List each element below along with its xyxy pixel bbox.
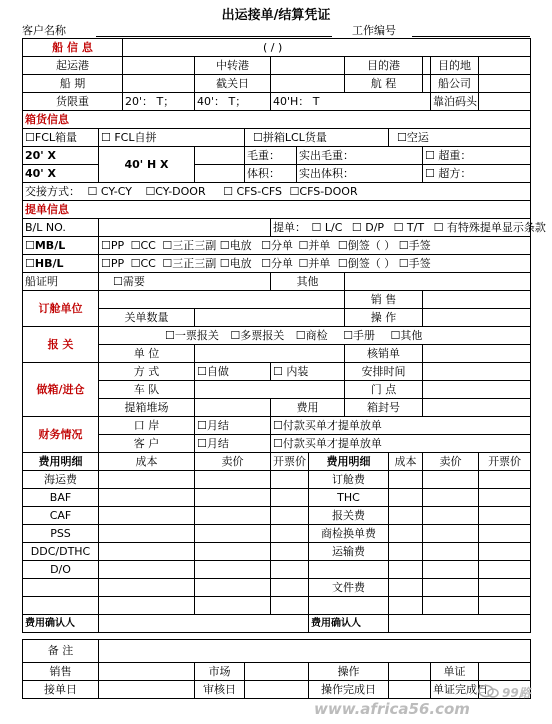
customs-inspection[interactable]: ☐商检 bbox=[295, 328, 328, 342]
bl-type-lc[interactable]: ☐ L/C bbox=[311, 220, 343, 234]
customer-label: 客 户 bbox=[99, 435, 195, 453]
trucking-section: 做箱/进仓 bbox=[23, 363, 99, 417]
fee-item-right: 商检换单费 bbox=[309, 525, 389, 543]
weight-limit-40h[interactable]: 40'H： T bbox=[271, 93, 431, 111]
voyage-label: 航 程 bbox=[345, 75, 423, 93]
invoice-header-left: 开票价 bbox=[271, 453, 309, 471]
bl-number-field[interactable] bbox=[99, 219, 271, 237]
fee-cost-cell[interactable] bbox=[389, 561, 423, 579]
sell-header-right: 卖价 bbox=[423, 453, 479, 471]
transit-port-field[interactable] bbox=[271, 57, 345, 75]
destination-port-label: 目的港 bbox=[345, 57, 423, 75]
transit-port-label: 中转港 bbox=[195, 57, 271, 75]
watermark-url: www.africa56.com bbox=[314, 700, 470, 718]
operator-label: 操 作 bbox=[345, 309, 423, 327]
carrier-field[interactable] bbox=[479, 75, 531, 93]
seal-number-field[interactable] bbox=[423, 399, 531, 417]
fee-invoice-cell[interactable] bbox=[479, 597, 531, 615]
fee-confirmer-right-field[interactable] bbox=[389, 615, 531, 633]
ship-certificate-needed[interactable]: ☐需要 bbox=[99, 273, 271, 291]
ship-certificate-label: 船证明 bbox=[23, 273, 99, 291]
delivery-cfs-cfs[interactable]: ☐ CFS-CFS bbox=[223, 184, 283, 198]
hbl-three-originals[interactable]: ☐三正三副 bbox=[162, 256, 217, 270]
door-point-label: 门 点 bbox=[345, 381, 423, 399]
fee-item-left: PSS bbox=[23, 525, 99, 543]
other-label: 其他 bbox=[271, 273, 345, 291]
fee-cost-cell[interactable] bbox=[389, 471, 423, 489]
seal-number-label: 箱封号 bbox=[345, 399, 423, 417]
schedule-time-label: 安排时间 bbox=[345, 363, 423, 381]
fee-sell-cell[interactable] bbox=[195, 489, 271, 507]
pickup-yard-label: 提箱堆场 bbox=[99, 399, 195, 417]
bl-type-tt[interactable]: ☐ T/T bbox=[393, 220, 425, 234]
fee-cost-cell[interactable] bbox=[99, 597, 195, 615]
hbl-telex[interactable]: ☐电放 bbox=[219, 256, 252, 270]
schedule-time-field[interactable] bbox=[423, 363, 531, 381]
fee-confirmer-right-label: 费用确认人 bbox=[309, 615, 389, 633]
berth-terminal-field[interactable] bbox=[479, 93, 531, 111]
fee-cost-cell[interactable] bbox=[99, 489, 195, 507]
fee-invoice-cell[interactable] bbox=[271, 561, 309, 579]
watermark bbox=[300, 684, 550, 720]
verification-sheet-label: 核销单 bbox=[345, 345, 423, 363]
fee-sell-cell[interactable] bbox=[195, 507, 271, 525]
mbl-checkbox[interactable]: ☐MB/L bbox=[23, 237, 99, 255]
bl-type-label: 提单： bbox=[273, 220, 307, 234]
remarks-label: 备 注 bbox=[23, 640, 99, 663]
fee-invoice-cell[interactable] bbox=[271, 489, 309, 507]
customs-multiple[interactable]: ☐多票报关 bbox=[230, 328, 285, 342]
fee-cost-cell[interactable] bbox=[389, 507, 423, 525]
fee-cost-cell[interactable] bbox=[389, 489, 423, 507]
cost-header-right: 成本 bbox=[389, 453, 423, 471]
booking-unit-field[interactable] bbox=[99, 291, 345, 309]
fee-sell-cell[interactable] bbox=[423, 579, 479, 597]
mbl-three-originals[interactable]: ☐三正三副 bbox=[162, 238, 217, 252]
fee-sell-cell[interactable] bbox=[195, 561, 271, 579]
page-title: 出运接单/结算凭证 bbox=[221, 8, 331, 23]
gross-weight-label: 毛重： bbox=[245, 147, 297, 165]
fee-detail-header-left: 费用明细 bbox=[23, 453, 99, 471]
fee-invoice-cell[interactable] bbox=[479, 525, 531, 543]
berth-terminal-label: 靠泊码头 bbox=[431, 93, 479, 111]
sales-field[interactable] bbox=[423, 291, 531, 309]
mbl-options-row bbox=[99, 237, 531, 255]
container-qty-field-2[interactable] bbox=[195, 165, 245, 183]
fee-invoice-cell[interactable] bbox=[479, 579, 531, 597]
shore-monthly-checkbox[interactable]: ☐月结 bbox=[195, 417, 271, 435]
shore-label: 口 岸 bbox=[99, 417, 195, 435]
other-field[interactable] bbox=[345, 273, 531, 291]
customs-manual[interactable]: ☐手册 bbox=[343, 328, 375, 342]
doc-done-date-label: 单证完成日 bbox=[431, 681, 479, 699]
customer-name-field[interactable] bbox=[96, 36, 332, 37]
order-date-field[interactable] bbox=[99, 681, 195, 699]
footer-operation-label: 操作 bbox=[309, 663, 389, 681]
delivery-method-row bbox=[23, 183, 531, 201]
fee-item-left bbox=[23, 579, 99, 597]
fee-invoice-cell[interactable] bbox=[271, 543, 309, 561]
weight-limit-40[interactable]: 40'： T； bbox=[195, 93, 271, 111]
customer-name-label: 客户名称 bbox=[22, 24, 66, 37]
order-date-label: 接单日 bbox=[23, 681, 99, 699]
fleet-field[interactable] bbox=[195, 381, 345, 399]
fee-cost-cell[interactable] bbox=[99, 525, 195, 543]
bl-type-dp[interactable]: ☐ D/P bbox=[351, 220, 385, 234]
fee-item-right: 订舱费 bbox=[309, 471, 389, 489]
fee-confirmer-left-label: 费用确认人 bbox=[23, 615, 99, 633]
hbl-checkbox[interactable]: ☐HB/L bbox=[23, 255, 99, 273]
volume-label: 体积： bbox=[245, 165, 297, 183]
fee-invoice-cell[interactable] bbox=[271, 597, 309, 615]
ship-schedule-field[interactable] bbox=[123, 75, 195, 93]
wechat-icon bbox=[478, 684, 500, 698]
delivery-method-label: 交接方式： bbox=[25, 184, 80, 198]
work-number-field[interactable] bbox=[412, 36, 530, 37]
fee-cost-cell[interactable] bbox=[99, 471, 195, 489]
footer-sales-label: 销售 bbox=[23, 663, 99, 681]
verification-sheet-field[interactable] bbox=[423, 345, 531, 363]
fee-sell-cell[interactable] bbox=[423, 525, 479, 543]
destination-field[interactable] bbox=[479, 57, 531, 75]
customs-options-row bbox=[99, 327, 531, 345]
fee-item-right: 文件费 bbox=[309, 579, 389, 597]
fee-sell-cell[interactable] bbox=[423, 543, 479, 561]
hbl-backdate[interactable]: ☐倒签（ ） bbox=[337, 256, 396, 270]
bl-info-section: 提单信息 bbox=[23, 201, 531, 219]
finance-section: 财务情况 bbox=[23, 417, 99, 453]
fee-cost-cell[interactable] bbox=[389, 525, 423, 543]
fee-invoice-cell[interactable] bbox=[479, 489, 531, 507]
fee-item-left bbox=[23, 597, 99, 615]
hbl-cc[interactable]: ☐CC bbox=[130, 256, 156, 270]
fee-item-right: 报关费 bbox=[309, 507, 389, 525]
footer-sales-field[interactable] bbox=[99, 663, 195, 681]
fee-invoice-cell[interactable] bbox=[479, 561, 531, 579]
mbl-backdate[interactable]: ☐倒签（ ） bbox=[337, 238, 396, 252]
operator-field[interactable] bbox=[423, 309, 531, 327]
fee-sell-cell[interactable] bbox=[423, 489, 479, 507]
hbl-manual-sign[interactable]: ☐手签 bbox=[398, 256, 431, 270]
mbl-telex[interactable]: ☐电放 bbox=[219, 238, 252, 252]
mbl-combine[interactable]: ☐并单 bbox=[298, 238, 331, 252]
fee-item-left: CAF bbox=[23, 507, 99, 525]
lcl-checkbox[interactable]: ☐拼箱LCL货量 bbox=[245, 129, 389, 147]
footer-doc-label: 单证 bbox=[431, 663, 479, 681]
fee-item-right: THC bbox=[309, 489, 389, 507]
footer-market-label: 市场 bbox=[195, 663, 245, 681]
inland-loading-checkbox[interactable]: ☐ 内装 bbox=[271, 363, 345, 381]
container-40h-label: 40' H X bbox=[99, 147, 195, 183]
fee-cost-cell[interactable] bbox=[99, 507, 195, 525]
cutoff-date-field[interactable] bbox=[271, 75, 345, 93]
pickup-yard-field[interactable] bbox=[195, 399, 271, 417]
fee-cost-cell[interactable] bbox=[99, 561, 195, 579]
work-number-label: 工作编号 bbox=[352, 24, 396, 37]
fee-sell-cell[interactable] bbox=[195, 579, 271, 597]
watermark-brand: 99路 bbox=[502, 686, 531, 700]
weight-limit-20[interactable]: 20'： T； bbox=[123, 93, 195, 111]
delivery-cy-door[interactable]: ☐CY-DOOR bbox=[145, 184, 206, 198]
fee-sell-cell[interactable] bbox=[423, 471, 479, 489]
footer-operation-field[interactable] bbox=[389, 663, 431, 681]
weight-limit-label: 货限重 bbox=[23, 93, 123, 111]
fee-item-left: BAF bbox=[23, 489, 99, 507]
fee-sell-cell[interactable] bbox=[195, 471, 271, 489]
mbl-cc[interactable]: ☐CC bbox=[130, 238, 156, 252]
departure-port-label: 起运港 bbox=[23, 57, 123, 75]
op-done-date-label: 操作完成日 bbox=[309, 681, 389, 699]
carrier-label: 船公司 bbox=[431, 75, 479, 93]
customs-unit-label: 单 位 bbox=[99, 345, 195, 363]
review-date-field[interactable] bbox=[245, 681, 309, 699]
method-label: 方 式 bbox=[99, 363, 195, 381]
booking-unit-section: 订舱单位 bbox=[23, 291, 99, 327]
fee-cost-cell[interactable] bbox=[389, 579, 423, 597]
destination-port-field[interactable] bbox=[423, 57, 431, 75]
customs-section: 报 关 bbox=[23, 327, 99, 363]
customs-other[interactable]: ☐其他 bbox=[390, 328, 423, 342]
container-20-label: 20' X bbox=[23, 147, 99, 165]
fee-sell-cell[interactable] bbox=[195, 525, 271, 543]
hbl-combine[interactable]: ☐并单 bbox=[298, 256, 331, 270]
fee-cost-cell[interactable] bbox=[99, 579, 195, 597]
fee-cost-cell[interactable] bbox=[99, 543, 195, 561]
fleet-label: 车 队 bbox=[99, 381, 195, 399]
fee-invoice-cell[interactable] bbox=[271, 579, 309, 597]
voyage-field[interactable] bbox=[423, 75, 431, 93]
hbl-split[interactable]: ☐分单 bbox=[261, 256, 293, 270]
destination-label: 目的地 bbox=[431, 57, 479, 75]
actual-gross-weight-label: 实出毛重： bbox=[297, 147, 423, 165]
remarks-field[interactable] bbox=[99, 640, 531, 663]
spacer-row bbox=[23, 633, 531, 640]
freight-settlement-form bbox=[22, 38, 546, 699]
fee-invoice-cell[interactable] bbox=[479, 471, 531, 489]
delivery-cfs-door[interactable]: ☐CFS-DOOR bbox=[289, 184, 358, 198]
fee-invoice-cell[interactable] bbox=[479, 507, 531, 525]
fee-invoice-cell[interactable] bbox=[479, 543, 531, 561]
fee-sell-cell[interactable] bbox=[423, 597, 479, 615]
fee-cost-cell[interactable] bbox=[389, 597, 423, 615]
overweight-checkbox[interactable]: ☐ 超重： bbox=[423, 147, 531, 165]
door-point-field[interactable] bbox=[423, 381, 531, 399]
cargo-info-section: 箱货信息 bbox=[23, 111, 531, 129]
customs-single[interactable]: ☐一票报关 bbox=[165, 328, 219, 342]
cost-header-left: 成本 bbox=[99, 453, 195, 471]
footer-market-field[interactable] bbox=[245, 663, 309, 681]
fee-item-right bbox=[309, 597, 389, 615]
container-qty-field[interactable] bbox=[195, 147, 245, 165]
mbl-pp[interactable]: ☐PP bbox=[101, 238, 125, 252]
self-packing-checkbox[interactable]: ☐自做 bbox=[195, 363, 271, 381]
fee-detail-header-right: 费用明细 bbox=[309, 453, 389, 471]
container-40-label: 40' X bbox=[23, 165, 99, 183]
air-checkbox[interactable]: ☐空运 bbox=[389, 129, 531, 147]
ship-info-section: 船 信 息 bbox=[23, 39, 123, 57]
actual-volume-label: 实出体积： bbox=[297, 165, 423, 183]
fee-item-right: 运输费 bbox=[309, 543, 389, 561]
ship-schedule-label: 船 期 bbox=[23, 75, 123, 93]
shore-pay-first-checkbox[interactable]: ☐付款买单才提单放单 bbox=[271, 417, 531, 435]
fcl-volume-checkbox[interactable]: ☐FCL箱量 bbox=[23, 129, 99, 147]
invoice-header-right: 开票价 bbox=[479, 453, 531, 471]
fee-invoice-cell[interactable] bbox=[271, 507, 309, 525]
fee-sell-cell[interactable] bbox=[423, 561, 479, 579]
declaration-qty-field[interactable] bbox=[195, 309, 345, 327]
footer-doc-field[interactable] bbox=[479, 663, 531, 681]
fee-invoice-cell[interactable] bbox=[271, 525, 309, 543]
fee-cost-cell[interactable] bbox=[389, 543, 423, 561]
customer-monthly-checkbox[interactable]: ☐月结 bbox=[195, 435, 271, 453]
customs-unit-field[interactable] bbox=[195, 345, 345, 363]
fee-item-right bbox=[309, 561, 389, 579]
mbl-manual-sign[interactable]: ☐手签 bbox=[398, 238, 431, 252]
hbl-pp[interactable]: ☐PP bbox=[101, 256, 125, 270]
ship-date-field[interactable]: ( / ) bbox=[123, 39, 531, 57]
fee-item-left: DDC/DTHC bbox=[23, 543, 99, 561]
trucking-fee-label: 费用 bbox=[271, 399, 345, 417]
delivery-cy-cy[interactable]: ☐ CY-CY bbox=[87, 184, 132, 198]
cutoff-date-label: 截关日 bbox=[195, 75, 271, 93]
fee-item-left: D/O bbox=[23, 561, 99, 579]
declaration-qty-label: 关单数量 bbox=[99, 309, 195, 327]
bl-number-label: B/L NO. bbox=[23, 219, 99, 237]
fee-confirmer-left-field[interactable] bbox=[99, 615, 309, 633]
customer-pay-first-checkbox[interactable]: ☐付款买单才提单放单 bbox=[271, 435, 531, 453]
fcl-self-checkbox[interactable]: ☐ FCL自拼 bbox=[99, 129, 245, 147]
sell-header-left: 卖价 bbox=[195, 453, 271, 471]
mbl-split[interactable]: ☐分单 bbox=[261, 238, 293, 252]
review-date-label: 审核日 bbox=[195, 681, 245, 699]
fee-invoice-cell[interactable] bbox=[271, 471, 309, 489]
hbl-options-row bbox=[99, 255, 531, 273]
bl-type-special[interactable]: ☐ 有特殊提单显示条款 bbox=[433, 220, 546, 234]
sales-label: 销 售 bbox=[345, 291, 423, 309]
departure-port-field[interactable] bbox=[123, 57, 195, 75]
fee-sell-cell[interactable] bbox=[423, 507, 479, 525]
fee-sell-cell[interactable] bbox=[195, 597, 271, 615]
fee-item-left: 海运费 bbox=[23, 471, 99, 489]
fee-sell-cell[interactable] bbox=[195, 543, 271, 561]
overvolume-checkbox[interactable]: ☐ 超方： bbox=[423, 165, 531, 183]
bl-type-row bbox=[271, 219, 546, 237]
